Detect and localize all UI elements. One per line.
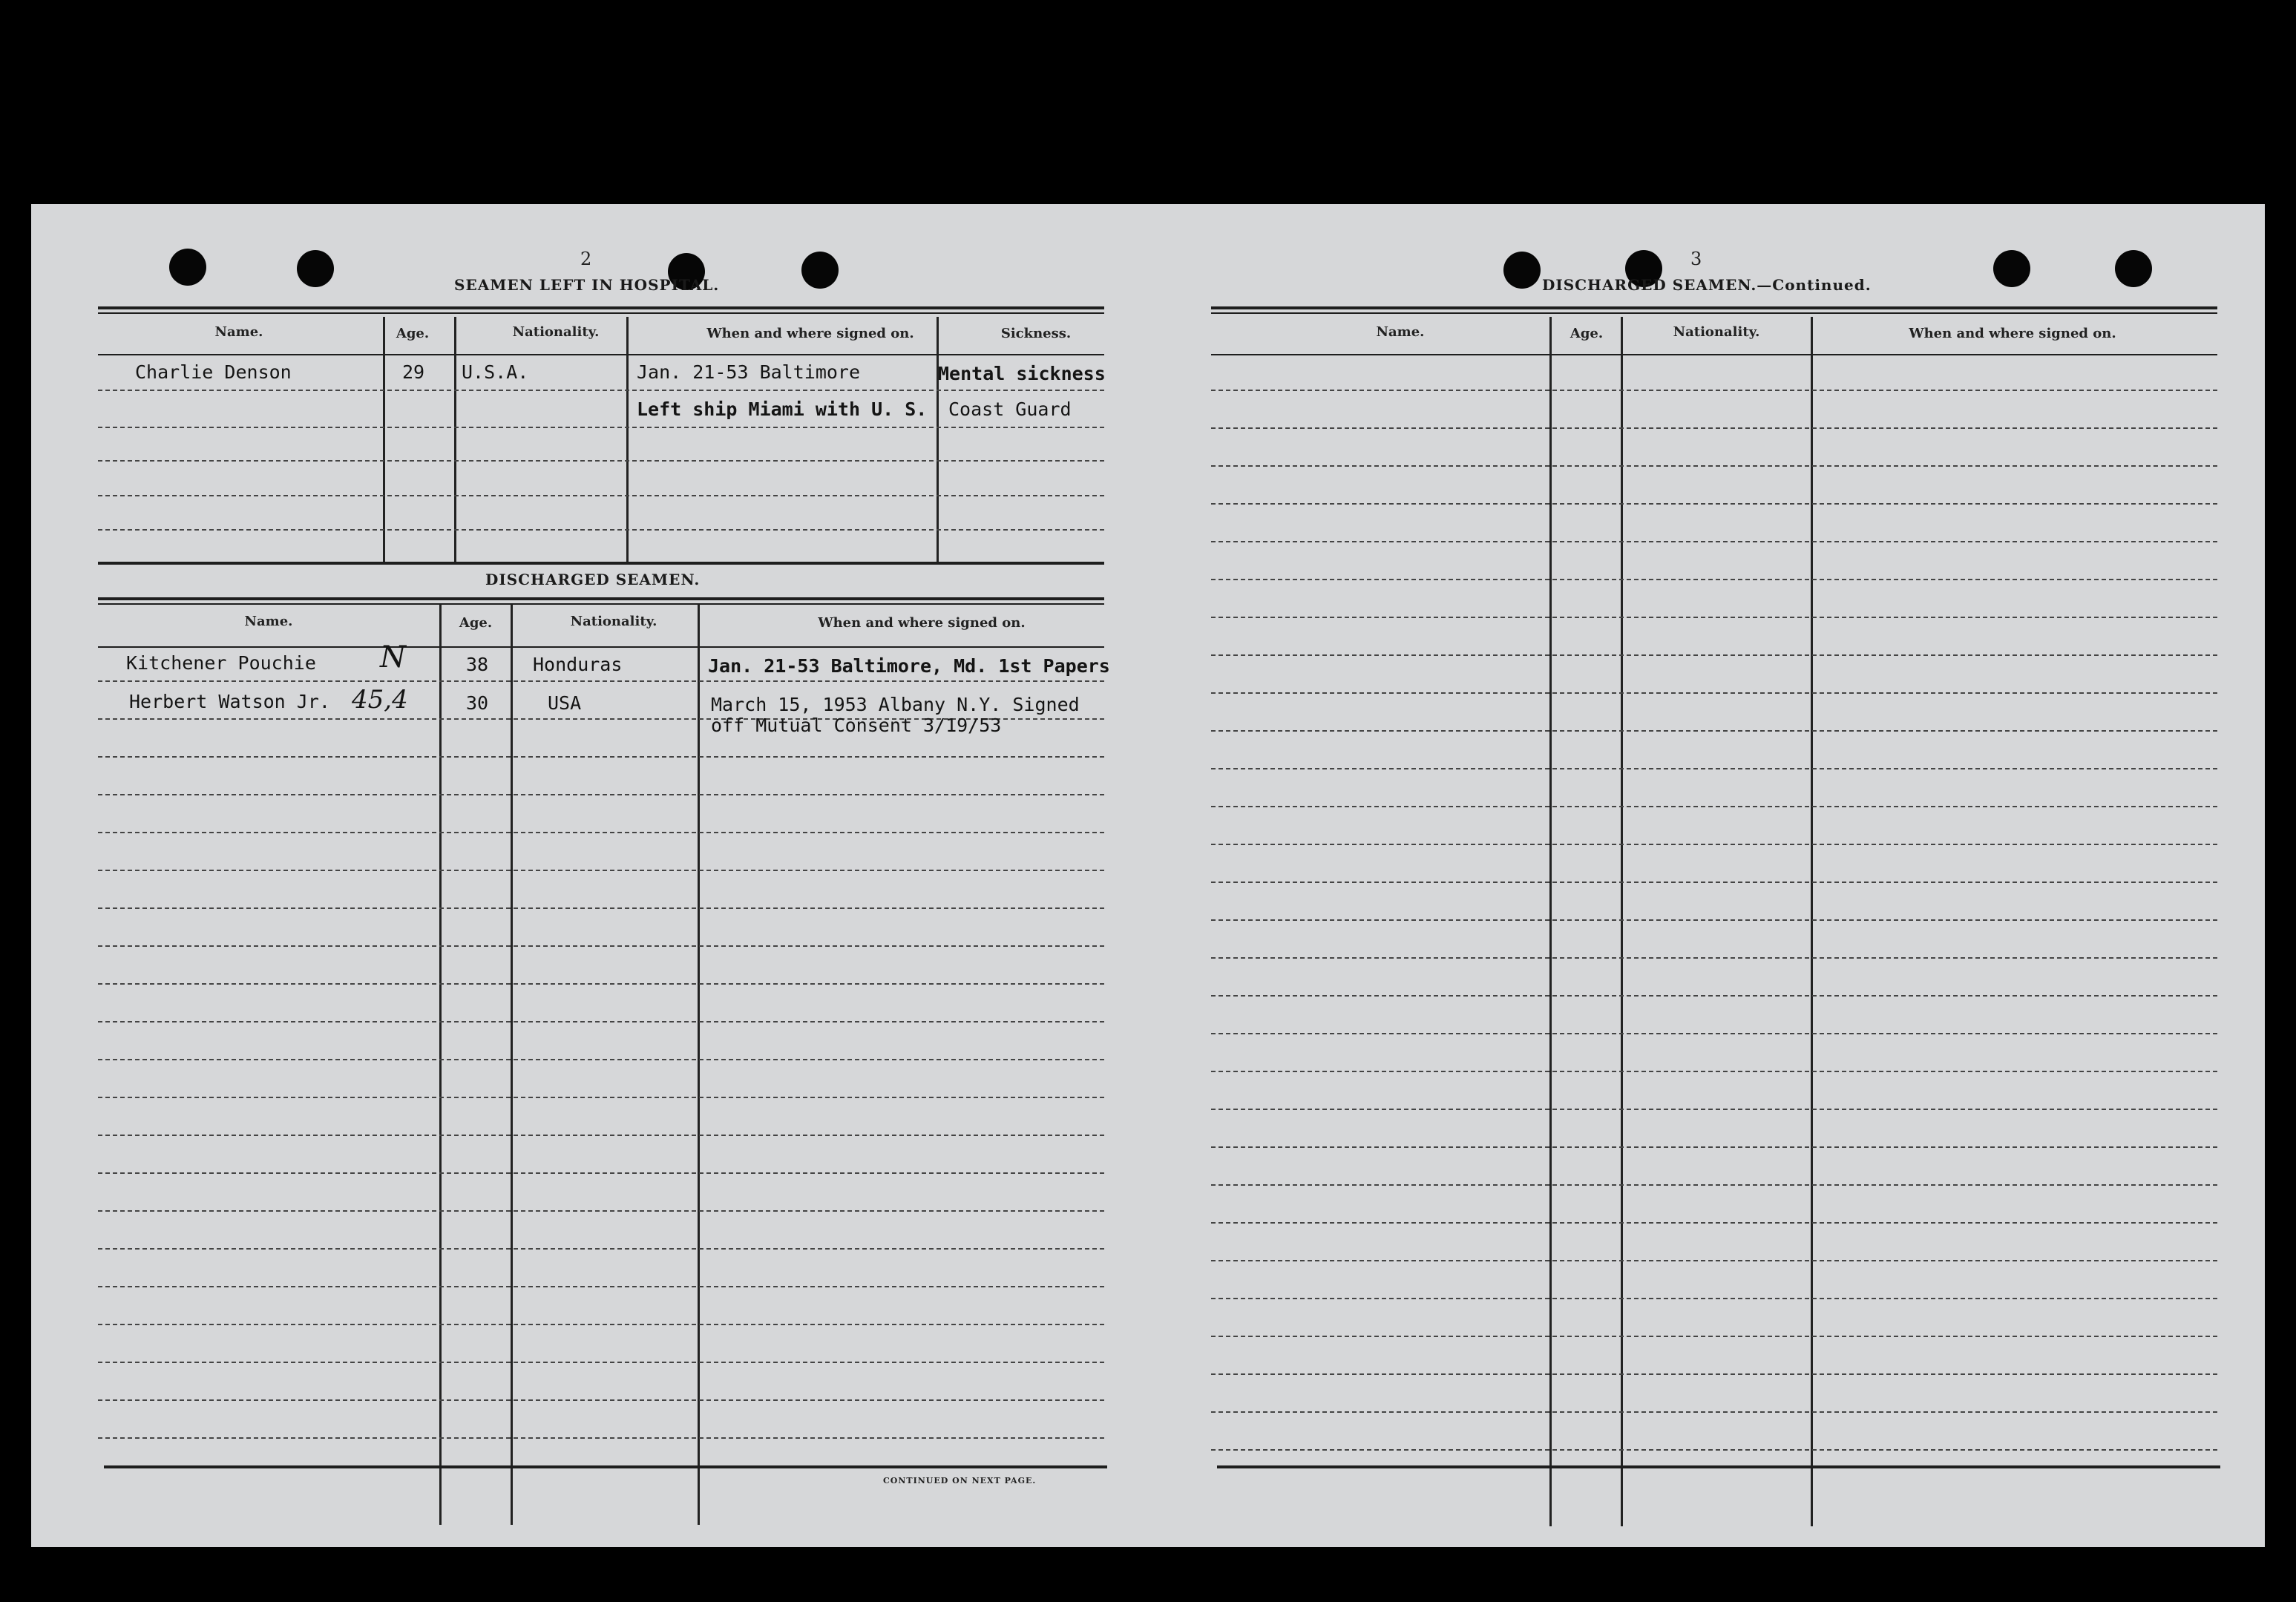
ruled-line xyxy=(1211,390,2217,391)
ruled-line xyxy=(1211,1449,2217,1451)
ruled-line xyxy=(98,1135,1104,1136)
discharged-row-nationality: Honduras xyxy=(533,654,623,675)
ruled-line xyxy=(1211,465,2217,467)
ruled-line xyxy=(98,983,1104,985)
ruled-line xyxy=(98,1021,1104,1022)
discharged-header-age: Age. xyxy=(459,615,493,631)
document-sheet xyxy=(31,204,2265,1547)
ruled-line xyxy=(1211,1033,2217,1034)
hospital-row-sickness: Mental sickness xyxy=(938,363,1106,384)
discharged-row-age: 30 xyxy=(466,692,489,714)
hospital-row-signed: Left ship Miami with U. S. xyxy=(637,398,928,420)
ruled-line xyxy=(1211,579,2217,580)
ruled-line xyxy=(98,945,1104,947)
ruled-line xyxy=(98,1172,1104,1174)
ruled-line xyxy=(98,907,1104,909)
punch-hole xyxy=(169,249,206,286)
column-divider xyxy=(1621,317,1623,1526)
hospital-header-sickness: Sickness. xyxy=(1000,326,1072,341)
right-header-age: Age. xyxy=(1570,326,1604,341)
ruled-line xyxy=(1211,541,2217,542)
ruled-line xyxy=(1211,1411,2217,1413)
ruled-line xyxy=(98,1286,1104,1287)
ruled-line xyxy=(98,1248,1104,1250)
ruled-line xyxy=(1211,1109,2217,1110)
discharged-row-nationality: USA xyxy=(548,692,582,714)
ruled-line xyxy=(98,1324,1104,1325)
discharged-section-title: DISCHARGED SEAMEN. xyxy=(485,571,701,588)
ruled-line xyxy=(1211,919,2217,921)
ruled-line xyxy=(1211,768,2217,769)
ruled-line xyxy=(1211,957,2217,959)
ruled-line xyxy=(1211,1071,2217,1072)
ruled-line xyxy=(98,680,1104,682)
continued-note: CONTINUED ON NEXT PAGE. xyxy=(883,1476,1037,1486)
ruled-line xyxy=(98,1097,1104,1098)
ruled-line xyxy=(98,1210,1104,1212)
discharged-row-signed: March 15, 1953 Albany N.Y. Signed xyxy=(711,694,1080,715)
hospital-header-signed: When and where signed on. xyxy=(706,326,914,341)
column-divider xyxy=(626,317,629,562)
ruled-line xyxy=(1211,1184,2217,1186)
ruled-line xyxy=(98,495,1104,496)
column-divider xyxy=(1811,317,1813,1526)
discharged-row-age: 38 xyxy=(466,654,489,675)
ruled-line xyxy=(98,460,1104,462)
column-divider xyxy=(383,317,385,562)
punch-hole xyxy=(1993,250,2030,287)
hospital-header-nationality: Nationality. xyxy=(512,324,600,340)
discharged-continued-title: DISCHARGED SEAMEN.—Continued. xyxy=(1542,276,1872,294)
right-header-nationality: Nationality. xyxy=(1673,324,1760,340)
ruled-line xyxy=(1211,1222,2217,1224)
hospital-row-name: Charlie Denson xyxy=(135,361,292,383)
ruled-line xyxy=(98,794,1104,795)
discharged-row-signed-cont: off Mutual Consent 3/19/53 xyxy=(711,715,1002,736)
hospital-section-title: SEAMEN LEFT IN HOSPITAL. xyxy=(454,276,720,294)
rule xyxy=(1211,306,2217,309)
ruled-line xyxy=(98,756,1104,758)
hospital-row-age: 29 xyxy=(402,361,425,383)
discharged-header-signed: When and where signed on. xyxy=(818,615,1026,631)
ruled-line xyxy=(1211,1298,2217,1299)
right-header-name: Name. xyxy=(1376,324,1425,340)
rule xyxy=(1211,312,2217,314)
column-divider xyxy=(511,605,513,1525)
ruled-line xyxy=(1211,503,2217,505)
hospital-row-nationality: U.S.A. xyxy=(462,361,529,383)
column-divider xyxy=(698,605,700,1525)
rule xyxy=(104,1465,1107,1468)
punch-hole xyxy=(801,252,839,289)
ruled-line xyxy=(1211,730,2217,732)
ruled-line xyxy=(1211,882,2217,883)
ruled-line xyxy=(98,832,1104,833)
punch-hole xyxy=(2115,250,2152,287)
handwritten-mark: 45,4 xyxy=(352,685,408,715)
hospital-row-signed: Jan. 21-53 Baltimore xyxy=(637,361,861,383)
ruled-line xyxy=(98,1059,1104,1060)
ruled-line xyxy=(98,870,1104,871)
rule xyxy=(1211,354,2217,355)
ruled-line xyxy=(98,390,1104,391)
ruled-line xyxy=(1211,995,2217,997)
ruled-line xyxy=(1211,654,2217,656)
ruled-line xyxy=(98,529,1104,531)
handwritten-mark: N xyxy=(380,640,406,674)
rule xyxy=(98,603,1104,605)
hospital-header-age: Age. xyxy=(396,326,430,341)
column-divider xyxy=(454,317,456,562)
ruled-line xyxy=(1211,1373,2217,1375)
ruled-line xyxy=(1211,692,2217,694)
discharged-row-signed: Jan. 21-53 Baltimore, Md. 1st Papers xyxy=(708,655,1110,677)
ruled-line xyxy=(1211,1260,2217,1261)
page-number-right: 3 xyxy=(1690,249,1702,269)
punch-hole xyxy=(1503,252,1541,289)
discharged-row-name: Kitchener Pouchie xyxy=(126,652,316,674)
ruled-line xyxy=(98,1437,1104,1439)
discharged-header-name: Name. xyxy=(244,614,293,629)
rule xyxy=(98,646,1104,648)
ruled-line xyxy=(1211,427,2217,429)
discharged-header-nationality: Nationality. xyxy=(570,614,657,629)
ruled-line xyxy=(1211,1146,2217,1148)
page-number-left: 2 xyxy=(580,249,592,269)
discharged-row-name: Herbert Watson Jr. xyxy=(129,691,330,712)
rule xyxy=(1217,1465,2220,1468)
ruled-line xyxy=(1211,1336,2217,1337)
ruled-line xyxy=(98,1362,1104,1363)
rule xyxy=(98,597,1104,600)
column-divider xyxy=(1549,317,1552,1526)
right-header-signed: When and where signed on. xyxy=(1909,326,2116,341)
ruled-line xyxy=(98,427,1104,428)
ruled-line xyxy=(1211,617,2217,618)
rule xyxy=(98,354,1104,355)
ruled-line xyxy=(98,1399,1104,1401)
column-divider xyxy=(439,605,442,1525)
rule xyxy=(98,562,1104,565)
rule xyxy=(98,306,1104,309)
hospital-row-sickness: Coast Guard xyxy=(948,398,1072,420)
column-divider xyxy=(937,317,939,562)
punch-hole xyxy=(297,250,334,287)
ruled-line xyxy=(1211,844,2217,845)
rule xyxy=(98,312,1104,314)
ruled-line xyxy=(1211,806,2217,807)
hospital-header-name: Name. xyxy=(214,324,263,340)
